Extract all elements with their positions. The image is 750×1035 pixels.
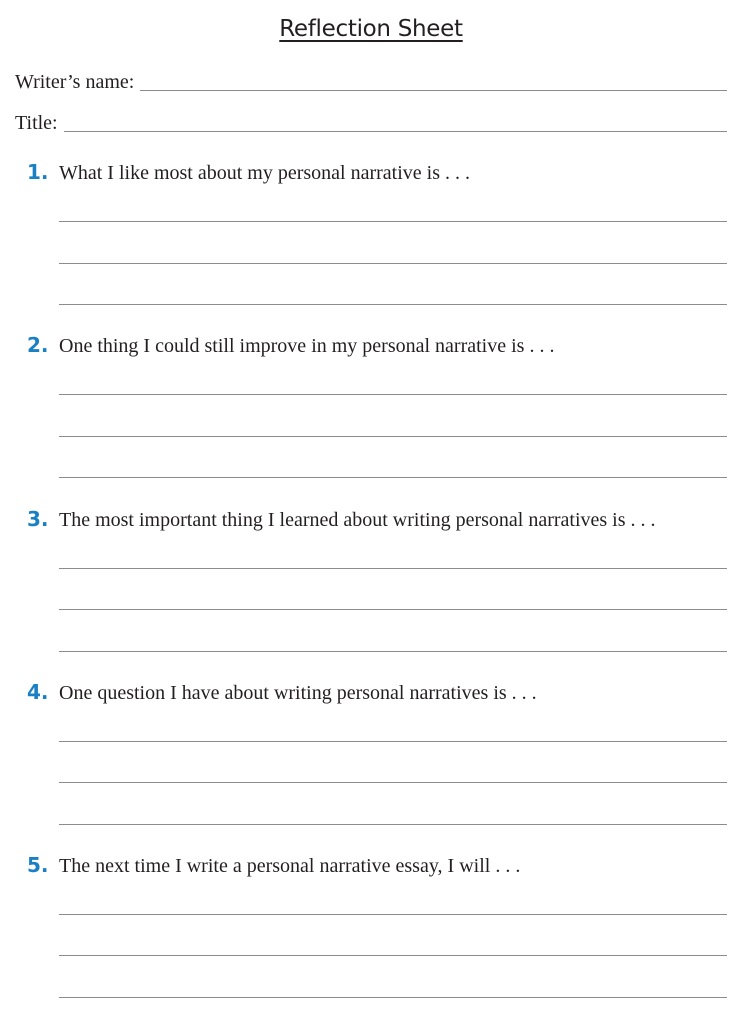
title-label: Title: [15,112,58,134]
answer-line[interactable] [59,263,727,264]
question-5-heading [0,853,750,883]
writer-name-label: Writer’s name: [15,71,135,93]
answer-line[interactable] [59,394,727,395]
question-2-text: One thing I could still improve in my personal narrative is . . . [59,335,555,357]
answer-line[interactable] [59,568,727,569]
question-1-number: 1. [27,160,49,184]
question-1-heading [0,160,750,190]
title-line[interactable] [64,130,727,132]
answer-line[interactable] [59,914,727,915]
answer-line[interactable] [59,651,727,652]
question-4-number: 4. [27,680,49,704]
page-title-text: Reflection Sheet [279,16,463,42]
answer-line[interactable] [59,609,727,610]
page-title [0,16,742,42]
answer-line[interactable] [59,997,727,998]
question-3-text: The most important thing I learned about writing personal narratives is . . . [59,509,656,531]
question-3-heading [0,507,750,537]
question-2-number: 2. [27,333,49,357]
question-5-text: The next time I write a personal narrative essay, I will . . . [59,855,521,877]
answer-line[interactable] [59,741,727,742]
writer-name-line[interactable] [140,89,727,91]
question-5-number: 5. [27,853,49,877]
question-1-text: What I like most about my personal narrative is . . . [59,162,471,184]
answer-line[interactable] [59,221,727,222]
answer-line[interactable] [59,304,727,305]
question-4-text: One question I have about writing personal narratives is . . . [59,682,537,704]
question-4-heading [0,680,750,710]
answer-line[interactable] [59,955,727,956]
title-field[interactable] [15,113,727,133]
answer-line[interactable] [59,477,727,478]
question-3-number: 3. [27,507,49,531]
answer-line[interactable] [59,436,727,437]
question-2-heading [0,333,750,363]
answer-line[interactable] [59,824,727,825]
answer-line[interactable] [59,782,727,783]
writer-name-field[interactable] [15,72,727,92]
